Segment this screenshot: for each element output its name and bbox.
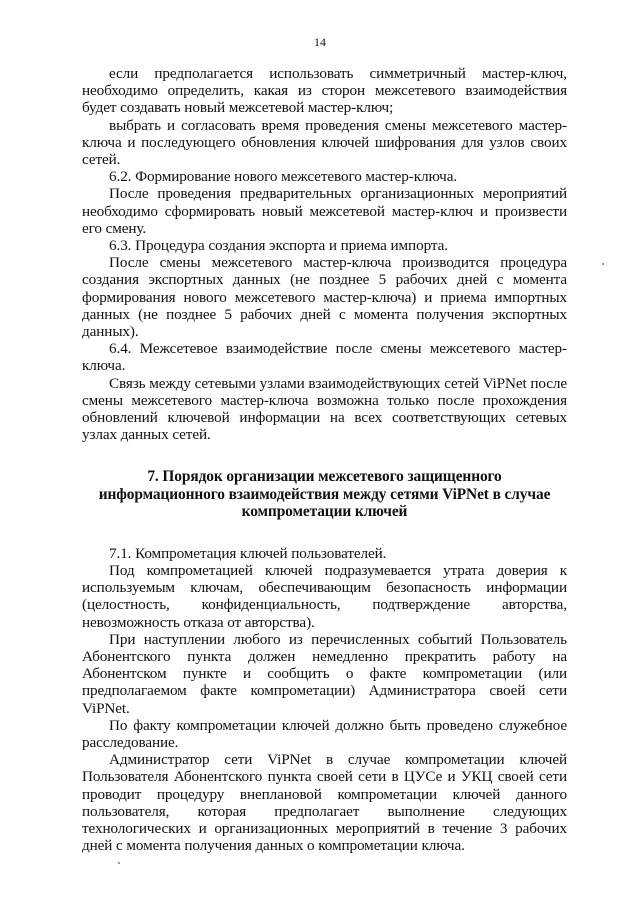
paragraph-user-actions: При наступлении любого из перечисленных событий Пользователь Абонентского пункта должен немедленно прекратить работу на Абонентском пункте и сообщить о факте компрометации (или предполагаемом факте компрометации) Администратора своей сети ViPNet.: [82, 630, 567, 717]
subsection-7-1-title: 7.1. Компрометация ключей пользователей.: [109, 544, 387, 562]
paragraph-connection-after-change: Связь между сетевыми узлами взаимодействующих сетей ViPNet после смены межсетевого мастер-ключа возможна только после прохождения обновлений ключевой информации на всех соответствующих сетевых узлах данных сетей.: [82, 374, 567, 444]
body-text: [82, 65, 567, 854]
paragraph-investigation: По факту компрометации ключей должно быть проведено служебное расследование.: [82, 716, 567, 751]
scan-speck: [118, 862, 120, 864]
paragraph-symmetric-key: если предполагается использовать симметричный мастер-ключ, необходимо определить, какая из сторон межсетевого взаимодействия будет создавать новый межсетевой мастер-ключ;: [82, 65, 567, 117]
subsection-6-2-title: 6.2. Формирование нового межсетевого мастер-ключа.: [109, 168, 458, 186]
page-number: 14: [314, 35, 326, 49]
section-heading-line: информационного взаимодействия между сетями ViPNet в случае: [98, 485, 551, 503]
paragraph-compromise-definition: Под компрометацией ключей подразумевается утрата доверия к используемым ключам, обеспечивающим безопасность информации (целостность, конфиденциальность, подтверждение авторства, невозможность отказа от авторства).: [82, 561, 567, 631]
section-heading-line: 7. Порядок организации межсетевого защищенного: [147, 468, 502, 486]
paragraph-admin-procedure: Администратор сети ViPNet в случае компрометации ключей Пользователя Абонентского пункта своей сети в ЦУСе и УКЦ своей сети проводит процедуру внеплановой компрометации ключей данного пользователя, которая предполагает выполнение следующих технологических и организационных мероприятий в течение 3 рабочих дней с момента получения данных о компрометации ключа.: [82, 751, 567, 855]
section-heading-line: компрометации ключей: [241, 503, 408, 521]
paragraph-export-import: После смены межсетевого мастер-ключа производится процедура создания экспортных данных (не позднее 5 рабочих дней с момента формирования нового межсетевого мастер-ключа) и приема импортных данных (не позднее 5 рабочих дней с момента получения экспортных данных).: [82, 254, 567, 341]
subsection-6-4-title: 6.4. Межсетевое взаимодействие после смены межсетевого мастер-ключа.: [82, 340, 567, 375]
paragraph-choose-time: выбрать и согласовать время проведения смены межсетевого мастер-ключа и последующего обновления ключей шифрования для узлов своих сетей.: [82, 116, 567, 169]
paragraph-form-new-key: После проведения предварительных организационных мероприятий необходимо сформировать новый межсетевой мастер-ключ и произвести его смену.: [82, 185, 567, 237]
section-7-heading: [82, 468, 567, 520]
scan-speck: [602, 263, 604, 265]
subsection-6-3-title: 6.3. Процедура создания экспорта и приема импорта.: [109, 237, 448, 255]
